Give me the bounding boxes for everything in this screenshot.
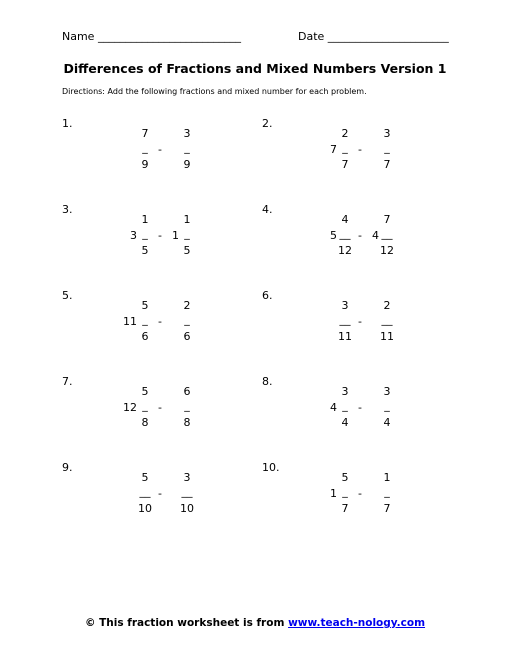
problem-expression: [115, 471, 215, 521]
numerator-2: 2: [383, 299, 391, 312]
minus-sign: -: [358, 487, 362, 500]
fraction-bar-2: _: [184, 399, 190, 412]
directions: Directions: Add the following fractions and mixed number for each problem.: [62, 87, 367, 96]
minus-sign: -: [158, 315, 162, 328]
date-line: [298, 30, 449, 43]
numerator-1: 2: [341, 127, 349, 140]
numerator-2: 3: [183, 127, 191, 140]
problem-number: 8.: [262, 375, 273, 388]
numerator-1: 3: [341, 385, 349, 398]
whole-number-1: 4: [330, 401, 337, 414]
fraction-bar-2: __: [381, 227, 393, 240]
whole-number-1: 3: [130, 229, 137, 242]
fraction-bar-1: _: [342, 485, 348, 498]
numerator-1: 7: [141, 127, 149, 140]
whole-number-1: 7: [330, 143, 337, 156]
date-label: Date: [298, 30, 325, 43]
numerator-1: 5: [141, 471, 149, 484]
numerator-1: 3: [341, 299, 349, 312]
minus-sign: -: [358, 229, 362, 242]
problem-number: 3.: [62, 203, 73, 216]
minus-sign: -: [358, 315, 362, 328]
numerator-1: 4: [341, 213, 349, 226]
fraction-bar-2: __: [181, 485, 193, 498]
fraction-bar-1: _: [142, 399, 148, 412]
problem-number: 4.: [262, 203, 273, 216]
denominator-1: 8: [141, 416, 149, 429]
fraction-bar-2: __: [381, 313, 393, 326]
denominator-1: 10: [138, 502, 152, 515]
denominator-2: 9: [183, 158, 191, 171]
problem-expression: [115, 299, 215, 349]
fraction-bar-2: _: [384, 399, 390, 412]
problem-expression: [315, 127, 415, 177]
denominator-2: 5: [183, 244, 191, 257]
name-line: [62, 30, 241, 43]
footer: [0, 617, 510, 629]
minus-sign: -: [358, 401, 362, 414]
fraction-bar-1: _: [342, 399, 348, 412]
date-blank: ______________________: [327, 30, 449, 43]
problem-number: 6.: [262, 289, 273, 302]
fraction-bar-1: _: [142, 313, 148, 326]
fraction-bar-1: _: [142, 227, 148, 240]
denominator-2: 11: [380, 330, 394, 343]
whole-number-1: 12: [123, 401, 137, 414]
minus-sign: -: [158, 487, 162, 500]
denominator-1: 5: [141, 244, 149, 257]
numerator-1: 5: [141, 299, 149, 312]
problem-expression: [115, 127, 215, 177]
minus-sign: -: [358, 143, 362, 156]
numerator-2: 6: [183, 385, 191, 398]
fraction-bar-2: _: [184, 227, 190, 240]
problem-number: 7.: [62, 375, 73, 388]
problem-expression: [315, 299, 415, 349]
footer-link[interactable]: www.teach-nology.com: [288, 617, 426, 629]
whole-number-1: 11: [123, 315, 137, 328]
fraction-bar-1: __: [339, 227, 351, 240]
numerator-2: 3: [383, 385, 391, 398]
whole-number-1: 5: [330, 229, 337, 242]
denominator-1: 11: [338, 330, 352, 343]
numerator-2: 1: [183, 213, 191, 226]
whole-number-1: 1: [330, 487, 337, 500]
fraction-bar-2: _: [384, 141, 390, 154]
fraction-bar-1: __: [139, 485, 151, 498]
denominator-2: 4: [383, 416, 391, 429]
whole-number-2: 4: [372, 229, 379, 242]
denominator-2: 8: [183, 416, 191, 429]
minus-sign: -: [158, 401, 162, 414]
numerator-2: 3: [183, 471, 191, 484]
denominator-2: 7: [383, 502, 391, 515]
denominator-2: 10: [180, 502, 194, 515]
problem-expression: [315, 213, 415, 263]
numerator-2: 2: [183, 299, 191, 312]
denominator-2: 12: [380, 244, 394, 257]
problem-number: 5.: [62, 289, 73, 302]
whole-number-2: 1: [172, 229, 179, 242]
problem-expression: [115, 213, 215, 263]
numerator-1: 5: [341, 471, 349, 484]
worksheet-title: Differences of Fractions and Mixed Numbers Version 1: [63, 61, 447, 76]
problem-expression: [115, 385, 215, 435]
problem-expression: [315, 385, 415, 435]
problem-number: 9.: [62, 461, 73, 474]
denominator-1: 12: [338, 244, 352, 257]
name-blank: __________________________: [97, 30, 241, 43]
numerator-1: 1: [141, 213, 149, 226]
fraction-bar-2: _: [384, 485, 390, 498]
numerator-2: 1: [383, 471, 391, 484]
denominator-1: 7: [341, 158, 349, 171]
fraction-bar-2: _: [184, 313, 190, 326]
fraction-bar-2: _: [184, 141, 190, 154]
footer-text: © This fraction worksheet is from: [84, 617, 289, 629]
minus-sign: -: [158, 143, 162, 156]
denominator-1: 7: [341, 502, 349, 515]
minus-sign: -: [158, 229, 162, 242]
numerator-1: 5: [141, 385, 149, 398]
problem-number: 10.: [262, 461, 280, 474]
problem-number: 2.: [262, 117, 273, 130]
fraction-bar-1: _: [142, 141, 148, 154]
denominator-2: 6: [183, 330, 191, 343]
numerator-2: 3: [383, 127, 391, 140]
denominator-1: 6: [141, 330, 149, 343]
denominator-1: 4: [341, 416, 349, 429]
numerator-2: 7: [383, 213, 391, 226]
name-label: Name: [62, 30, 95, 43]
denominator-2: 7: [383, 158, 391, 171]
problem-number: 1.: [62, 117, 73, 130]
fraction-bar-1: _: [342, 141, 348, 154]
denominator-1: 9: [141, 158, 149, 171]
problem-expression: [315, 471, 415, 521]
fraction-bar-1: __: [339, 313, 351, 326]
